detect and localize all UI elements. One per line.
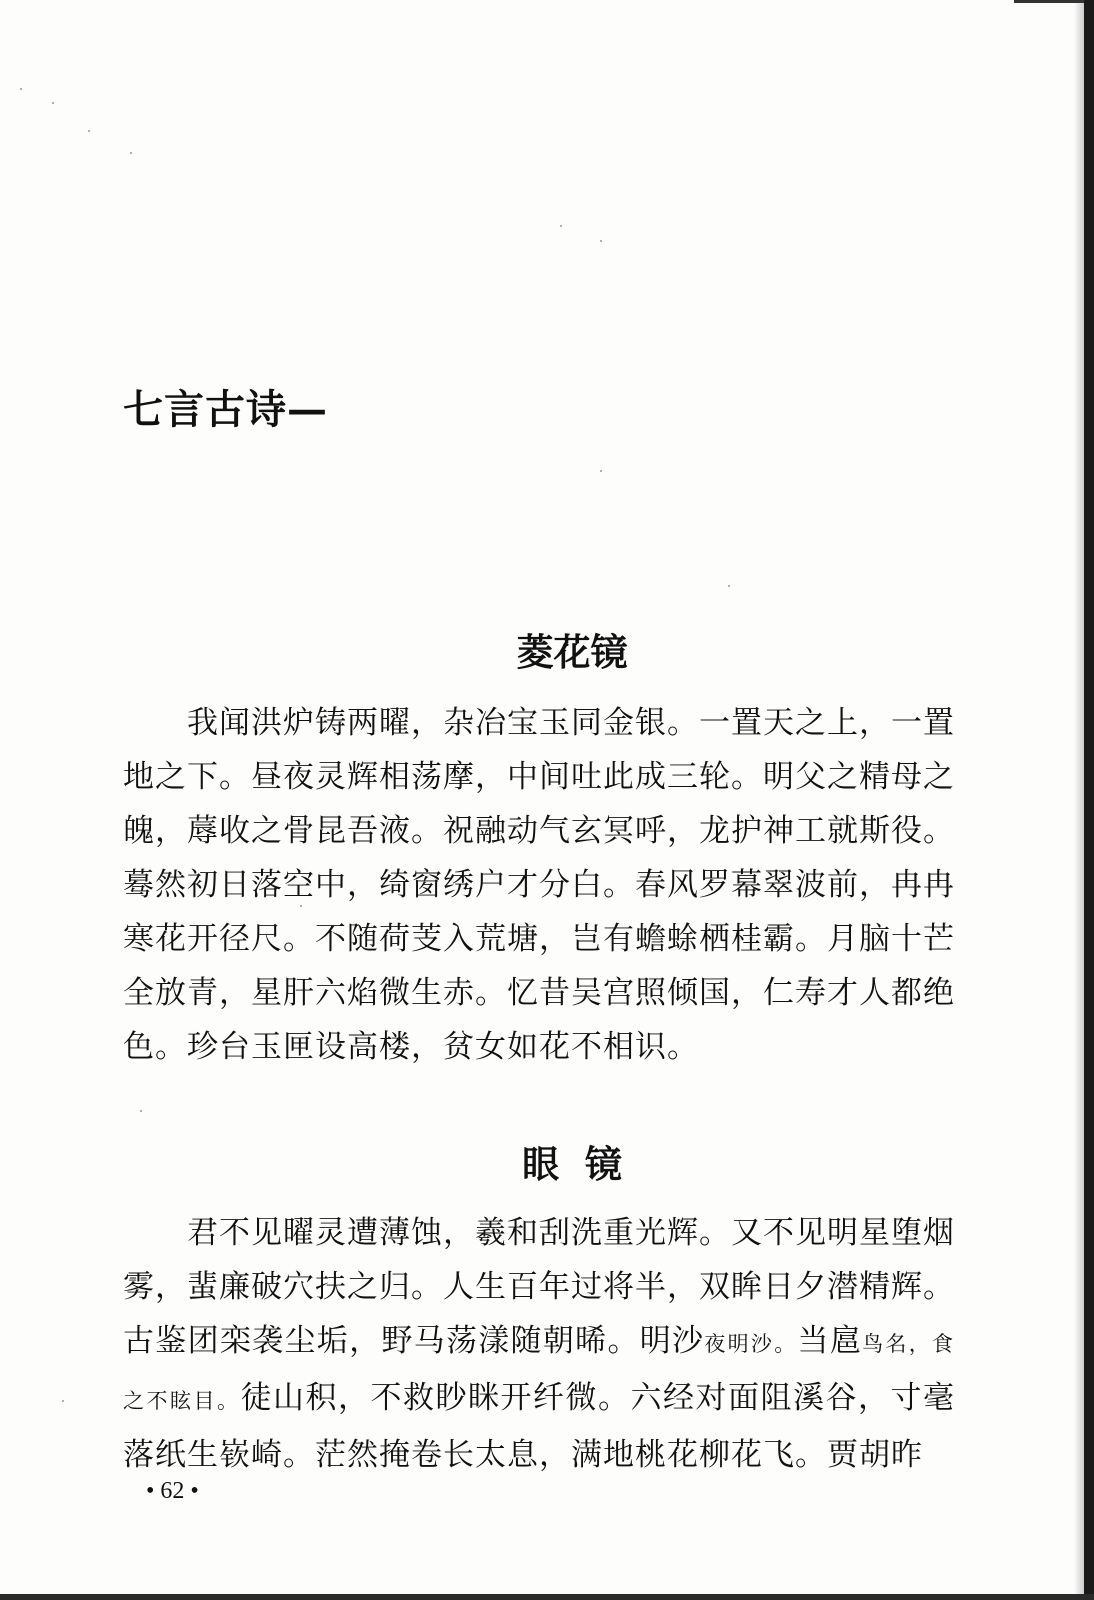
scan-edge-right bbox=[1084, 0, 1094, 1600]
scan-speck bbox=[62, 1400, 64, 1402]
scan-speck bbox=[52, 102, 54, 104]
inline-annotation: 夜明沙。 bbox=[704, 1332, 798, 1356]
scan-speck bbox=[88, 130, 90, 132]
poem-body-yan-jing bbox=[123, 1206, 955, 1482]
poem-title-yan-jing: 眼 镜 bbox=[522, 1142, 622, 1186]
poem-body-lingua-jing bbox=[123, 696, 955, 1074]
inline-annotation: 鸟名，食之不眩目。 bbox=[123, 1332, 956, 1413]
poem-text: 徒山积，不救眇眯开纤微。六经对面阻溪谷，寸毫落纸生嵚崎。茫然掩卷长太息，满地桃花柳花飞。贾胡昨 bbox=[123, 1380, 955, 1473]
poem-title-lingua-jing: 菱花镜 bbox=[516, 630, 628, 674]
scan-speck bbox=[20, 88, 22, 90]
scan-speck bbox=[600, 470, 602, 472]
page-number: • 62 • bbox=[146, 1478, 199, 1504]
section-heading: 七言古诗— bbox=[123, 386, 328, 433]
scan-speck bbox=[728, 585, 730, 587]
scan-speck bbox=[560, 225, 562, 227]
poem-text: 当扈 bbox=[797, 1323, 863, 1359]
scan-edge-bottom bbox=[0, 1594, 1094, 1600]
scan-speck bbox=[600, 240, 602, 242]
poem-text: 我闻洪炉铸两曜，杂冶宝玉同金银。一置天之上，一置地之下。昼夜灵辉相荡摩，中间吐此成三轮。明父之精母之魄，蓐收之骨昆吾液。祝融动气玄冥呼，龙护神工就斯役。蓦然初日落空中，绮窗绣户才分白。春风罗幕翠波前，冉冉寒花开径尺。不随荷芰入荒塘，岂有蟾蜍栖桂霸。月脑十芒全放青，星肝六焰微生赤。忆昔吴宫照倾国，仁寿才人都绝色。珍台玉匣设高楼，贫女如花不相识。 bbox=[123, 705, 955, 1065]
poem-text: 君不见曜灵遭薄蚀，羲和刮洗重光辉。又不见明星堕烟雾，蜚廉破穴扶之归。人生百年过将半，双眸日夕潜精辉。古鉴团栾袭尘垢，野马荡漾随朝晞。明沙 bbox=[123, 1215, 955, 1359]
scan-speck bbox=[140, 1110, 142, 1112]
scan-speck bbox=[130, 152, 132, 154]
scan-edge-top bbox=[1014, 0, 1084, 3]
